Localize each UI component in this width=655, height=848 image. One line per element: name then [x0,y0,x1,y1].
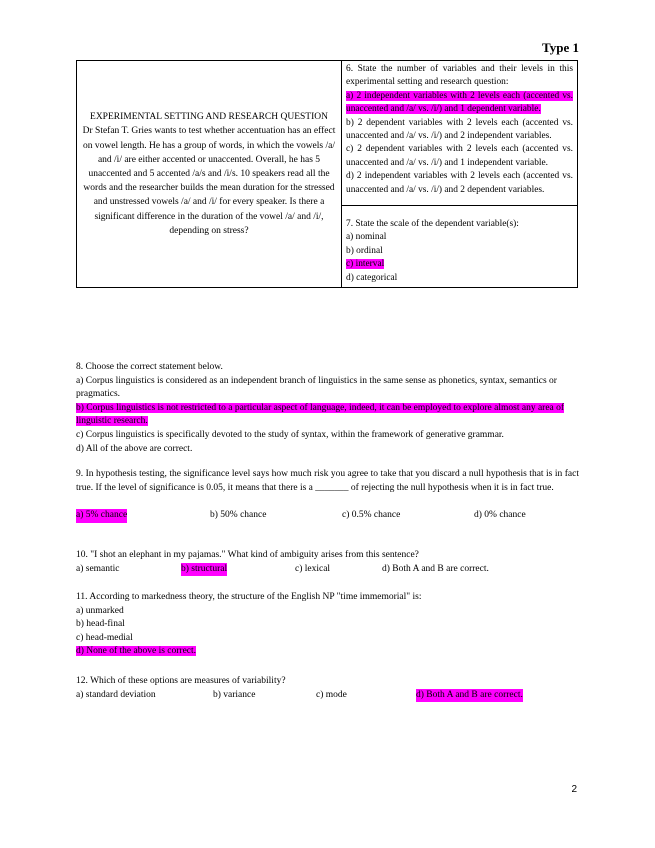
q8-option-d[interactable]: d) All of the above are correct. [76,443,193,454]
q10-option-a[interactable]: a) semantic [76,563,120,574]
q11-option-b[interactable]: b) head-final [76,619,125,630]
type-label: Type 1 [542,40,579,55]
q6-option-c[interactable]: c) 2 dependent variables with 2 levels each (accented vs. unaccented and /a/ vs. /i/) and 1 independent variable. [346,144,573,168]
q12-option-c[interactable]: c) mode [316,689,347,700]
q8-option-a[interactable]: a) Corpus linguistics is considered as an independent branch of linguistics in the same sense as phonetics, syntax, semantics or pragmatics. [76,375,557,400]
q10-option-c[interactable]: c) lexical [295,563,331,574]
q7-option-d[interactable]: d) categorical [346,272,398,283]
question-9 [76,468,579,523]
q11-option-c[interactable]: c) head-medial [76,632,133,643]
q7-stem: 7. State the scale of the dependent variable(s): [346,219,519,230]
question-10 [76,549,579,576]
q8-option-b[interactable]: b) Corpus linguistics is not restricted to a particular aspect of language, indeed, it can be employed to explore almost any area of linguistic research. [76,402,565,427]
q9-stem: 9. In hypothesis testing, the significance level says how much risk you agree to take that you discard a null hypothesis that is in fact true. If the level of significance is 0.05, it means that there is a _______ of rejecting the null hypothesis when it is in fact true. [76,469,579,493]
q7-option-a[interactable]: a) nominal [346,232,387,243]
q6-stem: 6. State the number of variables and their levels in this experimental setting and research question: [346,64,573,88]
question-7-cell [342,206,578,288]
question-8 [76,361,579,456]
experiment-table [76,60,578,288]
q12-stem: 12. Which of these options are measures of variability? [76,676,286,686]
q8-option-c[interactable]: c) Corpus linguistics is specifically devoted to the study of syntax, within the framework of generative grammar. [76,429,504,440]
q11-stem: 11. According to markedness theory, the structure of the English NP "time immemorial" is: [76,592,422,602]
q6-option-d[interactable]: d) 2 independent variables with 2 levels each (accented vs. unaccented and /a/ vs. /i/) and 2 dependent variables. [346,171,573,195]
setting-body: Dr Stefan T. Gries wants to test whether accentuation has an effect on vowel length. He has a group of words, in which the vowels /a/ and /i/ are either accented or unaccented. Overall, he has 5 unaccented and 5 accented /a/s and /i/s. 10 speakers read all the words and the researcher builds the mean duration for the stressed and unstressed vowels /a/ and /i/ for every speaker. Is there a significant difference in the duration of the vowel /a/ and /i/, depending on stress? [82,126,336,236]
q12-option-d[interactable]: d) Both A and B are correct. [416,689,523,703]
q9-option-a[interactable]: a) 5% chance [76,509,210,523]
q9-option-b[interactable]: b) 50% chance [210,510,267,521]
q9-option-c[interactable]: c) 0.5% chance [342,510,401,521]
q11-option-d[interactable]: d) None of the above is correct. [76,646,197,657]
q7-option-b[interactable]: b) ordinal [346,245,383,256]
q8-stem: 8. Choose the correct statement below. [76,362,223,372]
q12-option-a[interactable]: a) standard deviation [76,689,156,700]
experimental-setting-cell [77,61,342,288]
q6-option-b[interactable]: b) 2 dependent variables with 2 levels each (accented vs. unaccented and /a/ vs. /i/) and 2 independent variables. [346,117,573,142]
q10-stem: 10. "I shot an elephant in my pajamas." What kind of ambiguity arises from this sentence? [76,550,419,560]
q10-option-b[interactable]: b) structural [181,563,295,577]
q7-option-c[interactable]: c) interval [346,259,385,270]
q12-options [76,689,579,703]
question-11 [76,591,579,659]
page-number: 2 [571,784,577,795]
q11-option-a[interactable]: a) unmarked [76,605,124,616]
question-6-cell [342,61,578,206]
q10-options [76,563,579,577]
q12-option-b[interactable]: b) variance [213,689,256,700]
setting-heading: EXPERIMENTAL SETTING AND RESEARCH QUESTION [90,112,328,123]
q9-option-d[interactable]: d) 0% chance [474,510,526,521]
question-12 [76,675,579,702]
q10-option-d[interactable]: d) Both A and B are correct. [382,563,489,574]
q9-options [76,509,579,523]
q6-option-a[interactable]: a) 2 independent variables with 2 levels each (accented vs. unaccented and /a/ vs. /i/) and 1 dependent variable. [346,90,573,115]
